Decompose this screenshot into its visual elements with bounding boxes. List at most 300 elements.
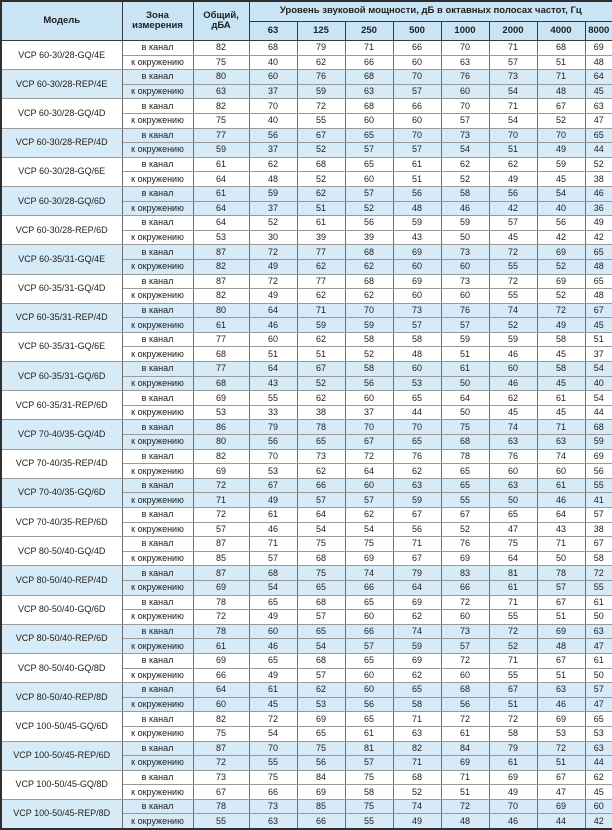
zone-cell: в канал bbox=[122, 420, 193, 435]
freq-cell: 62 bbox=[297, 55, 345, 70]
col-header-zone: Зона измерения bbox=[122, 1, 193, 41]
table-row bbox=[1, 303, 612, 318]
freq-cell: 40 bbox=[249, 55, 297, 70]
freq-cell: 79 bbox=[249, 420, 297, 435]
freq-cell: 67 bbox=[489, 683, 537, 698]
freq-cell: 72 bbox=[489, 624, 537, 639]
freq-cell: 69 bbox=[297, 785, 345, 800]
freq-cell: 66 bbox=[249, 785, 297, 800]
freq-cell: 65 bbox=[441, 464, 489, 479]
zone-cell: к окружению bbox=[122, 464, 193, 479]
zone-cell: в канал bbox=[122, 216, 193, 231]
freq-cell: 74 bbox=[489, 420, 537, 435]
freq-cell: 58 bbox=[441, 186, 489, 201]
freq-cell: 60 bbox=[345, 113, 393, 128]
freq-cell: 66 bbox=[297, 814, 345, 829]
total-cell: 75 bbox=[193, 113, 249, 128]
freq-cell: 62 bbox=[489, 391, 537, 406]
freq-cell: 50 bbox=[585, 610, 612, 625]
freq-cell: 50 bbox=[489, 493, 537, 508]
zone-cell: к окружению bbox=[122, 610, 193, 625]
freq-cell: 64 bbox=[489, 551, 537, 566]
freq-cell: 52 bbox=[249, 216, 297, 231]
freq-cell: 64 bbox=[297, 508, 345, 523]
zone-cell: к окружению bbox=[122, 814, 193, 829]
freq-cell: 57 bbox=[441, 318, 489, 333]
freq-cell: 81 bbox=[489, 566, 537, 581]
freq-cell: 54 bbox=[297, 639, 345, 654]
freq-cell: 54 bbox=[441, 143, 489, 158]
freq-cell: 48 bbox=[441, 814, 489, 829]
freq-cell: 55 bbox=[585, 478, 612, 493]
freq-cell: 60 bbox=[393, 113, 441, 128]
total-cell: 68 bbox=[193, 347, 249, 362]
freq-cell: 62 bbox=[297, 186, 345, 201]
freq-cell: 60 bbox=[345, 610, 393, 625]
freq-cell: 44 bbox=[393, 405, 441, 420]
table-row bbox=[1, 157, 612, 172]
freq-cell: 64 bbox=[441, 391, 489, 406]
freq-cell: 67 bbox=[537, 770, 585, 785]
freq-cell: 62 bbox=[297, 464, 345, 479]
freq-cell: 59 bbox=[441, 216, 489, 231]
zone-cell: к окружению bbox=[122, 522, 193, 537]
freq-cell: 56 bbox=[345, 697, 393, 712]
zone-cell: к окружению bbox=[122, 668, 193, 683]
freq-cell: 50 bbox=[537, 551, 585, 566]
freq-cell: 49 bbox=[489, 785, 537, 800]
freq-cell: 50 bbox=[441, 405, 489, 420]
freq-cell: 58 bbox=[585, 551, 612, 566]
total-cell: 87 bbox=[193, 245, 249, 260]
col-header-total: Общий, дБА bbox=[193, 1, 249, 41]
model-cell: VCP 70-40/35-GQ/4D bbox=[1, 420, 122, 449]
freq-cell: 71 bbox=[489, 595, 537, 610]
freq-cell: 48 bbox=[537, 84, 585, 99]
freq-cell: 66 bbox=[345, 624, 393, 639]
freq-cell: 55 bbox=[297, 113, 345, 128]
freq-cell: 73 bbox=[489, 70, 537, 85]
freq-cell: 46 bbox=[585, 186, 612, 201]
freq-cell: 65 bbox=[393, 683, 441, 698]
freq-cell: 49 bbox=[249, 668, 297, 683]
table-row bbox=[1, 770, 612, 785]
freq-cell: 49 bbox=[249, 610, 297, 625]
freq-cell: 37 bbox=[249, 84, 297, 99]
freq-cell: 65 bbox=[393, 435, 441, 450]
freq-cell: 59 bbox=[489, 332, 537, 347]
freq-cell: 45 bbox=[537, 376, 585, 391]
zone-cell: в канал bbox=[122, 741, 193, 756]
freq-cell: 62 bbox=[345, 259, 393, 274]
table-row bbox=[1, 332, 612, 347]
total-cell: 61 bbox=[193, 318, 249, 333]
total-cell: 69 bbox=[193, 391, 249, 406]
freq-cell: 67 bbox=[249, 478, 297, 493]
freq-cell: 81 bbox=[345, 741, 393, 756]
freq-cell: 47 bbox=[585, 697, 612, 712]
freq-cell: 56 bbox=[297, 756, 345, 771]
freq-cell: 48 bbox=[249, 172, 297, 187]
freq-cell: 51 bbox=[249, 347, 297, 362]
freq-cell: 54 bbox=[585, 391, 612, 406]
zone-cell: к окружению bbox=[122, 639, 193, 654]
freq-cell: 78 bbox=[537, 566, 585, 581]
freq-cell: 65 bbox=[297, 726, 345, 741]
freq-cell: 72 bbox=[585, 566, 612, 581]
freq-cell: 61 bbox=[393, 157, 441, 172]
freq-cell: 72 bbox=[441, 653, 489, 668]
freq-cell: 52 bbox=[489, 639, 537, 654]
total-cell: 77 bbox=[193, 362, 249, 377]
freq-cell: 75 bbox=[345, 799, 393, 814]
freq-cell: 67 bbox=[441, 508, 489, 523]
freq-cell: 58 bbox=[393, 332, 441, 347]
freq-cell: 57 bbox=[393, 318, 441, 333]
freq-cell: 62 bbox=[297, 289, 345, 304]
freq-cell: 62 bbox=[393, 610, 441, 625]
zone-cell: в канал bbox=[122, 537, 193, 552]
freq-cell: 57 bbox=[345, 756, 393, 771]
table-row bbox=[1, 741, 612, 756]
freq-cell: 38 bbox=[585, 522, 612, 537]
table-row bbox=[1, 186, 612, 201]
zone-cell: к окружению bbox=[122, 84, 193, 99]
zone-cell: в канал bbox=[122, 157, 193, 172]
freq-cell: 57 bbox=[585, 683, 612, 698]
freq-cell: 68 bbox=[249, 41, 297, 56]
freq-cell: 46 bbox=[249, 639, 297, 654]
total-cell: 63 bbox=[193, 84, 249, 99]
freq-cell: 84 bbox=[441, 741, 489, 756]
freq-cell: 74 bbox=[393, 624, 441, 639]
freq-cell: 47 bbox=[489, 522, 537, 537]
freq-cell: 52 bbox=[585, 157, 612, 172]
freq-cell: 60 bbox=[345, 683, 393, 698]
freq-cell: 36 bbox=[585, 201, 612, 216]
freq-cell: 68 bbox=[345, 274, 393, 289]
freq-cell: 76 bbox=[441, 537, 489, 552]
total-cell: 53 bbox=[193, 230, 249, 245]
freq-cell: 60 bbox=[345, 478, 393, 493]
freq-cell: 58 bbox=[345, 362, 393, 377]
freq-cell: 42 bbox=[585, 230, 612, 245]
zone-cell: к окружению bbox=[122, 785, 193, 800]
total-cell: 73 bbox=[193, 770, 249, 785]
freq-cell: 62 bbox=[297, 332, 345, 347]
model-cell: VCP 60-35/31-REP/6D bbox=[1, 391, 122, 420]
freq-cell: 60 bbox=[441, 610, 489, 625]
table-row bbox=[1, 712, 612, 727]
table-row bbox=[1, 41, 612, 56]
table-row bbox=[1, 420, 612, 435]
freq-cell: 70 bbox=[393, 128, 441, 143]
freq-cell: 51 bbox=[537, 668, 585, 683]
model-cell: VCP 60-35/31-REP/4D bbox=[1, 303, 122, 332]
freq-cell: 55 bbox=[249, 756, 297, 771]
freq-cell: 51 bbox=[441, 347, 489, 362]
table-row bbox=[1, 537, 612, 552]
total-cell: 64 bbox=[193, 172, 249, 187]
col-header-8000: 8000 bbox=[585, 22, 612, 41]
freq-cell: 63 bbox=[393, 726, 441, 741]
freq-cell: 37 bbox=[345, 405, 393, 420]
total-cell: 68 bbox=[193, 376, 249, 391]
freq-cell: 62 bbox=[297, 391, 345, 406]
freq-cell: 72 bbox=[441, 799, 489, 814]
freq-cell: 67 bbox=[393, 508, 441, 523]
model-cell: VCP 100-50/45-GQ/8D bbox=[1, 770, 122, 799]
freq-cell: 62 bbox=[393, 464, 441, 479]
freq-cell: 39 bbox=[345, 230, 393, 245]
freq-cell: 54 bbox=[537, 186, 585, 201]
freq-cell: 63 bbox=[489, 435, 537, 450]
freq-cell: 62 bbox=[489, 157, 537, 172]
freq-cell: 70 bbox=[393, 420, 441, 435]
freq-cell: 47 bbox=[537, 785, 585, 800]
freq-cell: 68 bbox=[537, 41, 585, 56]
freq-cell: 63 bbox=[441, 55, 489, 70]
freq-cell: 33 bbox=[249, 405, 297, 420]
freq-cell: 59 bbox=[297, 318, 345, 333]
freq-cell: 70 bbox=[345, 303, 393, 318]
freq-cell: 68 bbox=[393, 770, 441, 785]
freq-cell: 66 bbox=[393, 41, 441, 56]
freq-cell: 55 bbox=[585, 580, 612, 595]
freq-cell: 53 bbox=[393, 376, 441, 391]
freq-cell: 70 bbox=[537, 128, 585, 143]
total-cell: 72 bbox=[193, 610, 249, 625]
freq-cell: 58 bbox=[537, 332, 585, 347]
freq-cell: 74 bbox=[537, 449, 585, 464]
freq-cell: 51 bbox=[537, 55, 585, 70]
total-cell: 78 bbox=[193, 595, 249, 610]
freq-cell: 59 bbox=[393, 639, 441, 654]
freq-cell: 43 bbox=[537, 522, 585, 537]
freq-cell: 52 bbox=[393, 785, 441, 800]
zone-cell: в канал bbox=[122, 683, 193, 698]
model-cell: VCP 60-30/28-REP/4E bbox=[1, 70, 122, 99]
zone-cell: к окружению bbox=[122, 259, 193, 274]
freq-cell: 57 bbox=[297, 610, 345, 625]
freq-cell: 51 bbox=[537, 610, 585, 625]
freq-cell: 44 bbox=[585, 405, 612, 420]
zone-cell: в канал bbox=[122, 186, 193, 201]
freq-cell: 61 bbox=[297, 216, 345, 231]
freq-cell: 67 bbox=[537, 595, 585, 610]
freq-cell: 55 bbox=[345, 814, 393, 829]
freq-cell: 62 bbox=[249, 157, 297, 172]
freq-cell: 49 bbox=[489, 172, 537, 187]
freq-cell: 64 bbox=[585, 70, 612, 85]
freq-cell: 75 bbox=[297, 566, 345, 581]
freq-cell: 65 bbox=[345, 595, 393, 610]
freq-cell: 72 bbox=[441, 595, 489, 610]
freq-cell: 65 bbox=[393, 391, 441, 406]
total-cell: 57 bbox=[193, 522, 249, 537]
freq-cell: 45 bbox=[585, 84, 612, 99]
freq-cell: 60 bbox=[441, 84, 489, 99]
total-cell: 53 bbox=[193, 405, 249, 420]
freq-cell: 57 bbox=[441, 639, 489, 654]
total-cell: 69 bbox=[193, 464, 249, 479]
freq-cell: 71 bbox=[489, 99, 537, 114]
freq-cell: 71 bbox=[537, 420, 585, 435]
freq-cell: 69 bbox=[393, 653, 441, 668]
freq-cell: 37 bbox=[585, 347, 612, 362]
freq-cell: 65 bbox=[297, 624, 345, 639]
model-cell: VCP 100-50/45-GQ/6D bbox=[1, 712, 122, 741]
freq-cell: 74 bbox=[345, 566, 393, 581]
total-cell: 80 bbox=[193, 435, 249, 450]
freq-cell: 50 bbox=[585, 668, 612, 683]
zone-cell: к окружению bbox=[122, 435, 193, 450]
zone-cell: в канал bbox=[122, 99, 193, 114]
freq-cell: 70 bbox=[345, 420, 393, 435]
freq-cell: 55 bbox=[489, 289, 537, 304]
zone-cell: в канал bbox=[122, 449, 193, 464]
freq-cell: 59 bbox=[537, 157, 585, 172]
table-row bbox=[1, 99, 612, 114]
freq-cell: 61 bbox=[537, 478, 585, 493]
freq-cell: 75 bbox=[345, 537, 393, 552]
freq-cell: 42 bbox=[489, 201, 537, 216]
freq-cell: 48 bbox=[585, 289, 612, 304]
model-cell: VCP 70-40/35-REP/6D bbox=[1, 508, 122, 537]
freq-cell: 63 bbox=[489, 478, 537, 493]
freq-cell: 57 bbox=[489, 55, 537, 70]
freq-cell: 60 bbox=[393, 289, 441, 304]
freq-cell: 62 bbox=[441, 157, 489, 172]
zone-cell: к окружению bbox=[122, 405, 193, 420]
freq-cell: 44 bbox=[585, 756, 612, 771]
freq-cell: 65 bbox=[297, 435, 345, 450]
table-row bbox=[1, 653, 612, 668]
freq-cell: 64 bbox=[249, 303, 297, 318]
freq-cell: 60 bbox=[393, 259, 441, 274]
freq-cell: 41 bbox=[585, 493, 612, 508]
zone-cell: в канал bbox=[122, 770, 193, 785]
freq-cell: 47 bbox=[585, 639, 612, 654]
total-cell: 87 bbox=[193, 566, 249, 581]
freq-cell: 60 bbox=[489, 362, 537, 377]
col-header-span: Уровень звуковой мощности, дБ в октавных полосах частот, Гц bbox=[249, 1, 612, 22]
freq-cell: 69 bbox=[537, 712, 585, 727]
freq-cell: 62 bbox=[585, 770, 612, 785]
freq-cell: 56 bbox=[249, 128, 297, 143]
freq-cell: 37 bbox=[249, 143, 297, 158]
freq-cell: 51 bbox=[393, 172, 441, 187]
freq-cell: 45 bbox=[585, 318, 612, 333]
freq-cell: 69 bbox=[537, 245, 585, 260]
freq-cell: 45 bbox=[585, 785, 612, 800]
freq-cell: 63 bbox=[537, 683, 585, 698]
freq-cell: 75 bbox=[297, 537, 345, 552]
freq-cell: 46 bbox=[489, 347, 537, 362]
freq-cell: 76 bbox=[297, 70, 345, 85]
freq-cell: 61 bbox=[441, 362, 489, 377]
freq-cell: 54 bbox=[489, 84, 537, 99]
freq-cell: 60 bbox=[249, 332, 297, 347]
freq-cell: 59 bbox=[393, 493, 441, 508]
freq-cell: 30 bbox=[249, 230, 297, 245]
freq-cell: 75 bbox=[489, 537, 537, 552]
freq-cell: 57 bbox=[345, 143, 393, 158]
freq-cell: 65 bbox=[345, 157, 393, 172]
total-cell: 78 bbox=[193, 799, 249, 814]
freq-cell: 57 bbox=[393, 143, 441, 158]
freq-cell: 72 bbox=[537, 741, 585, 756]
freq-cell: 37 bbox=[249, 201, 297, 216]
freq-cell: 65 bbox=[345, 712, 393, 727]
freq-cell: 63 bbox=[585, 99, 612, 114]
freq-cell: 68 bbox=[345, 70, 393, 85]
freq-cell: 67 bbox=[393, 551, 441, 566]
zone-cell: в канал bbox=[122, 799, 193, 814]
freq-cell: 72 bbox=[249, 274, 297, 289]
freq-cell: 61 bbox=[249, 683, 297, 698]
freq-cell: 67 bbox=[345, 435, 393, 450]
zone-cell: в канал bbox=[122, 566, 193, 581]
freq-cell: 71 bbox=[537, 537, 585, 552]
col-header-2000: 2000 bbox=[489, 22, 537, 41]
model-cell: VCP 60-35/31-GQ/6D bbox=[1, 362, 122, 391]
freq-cell: 51 bbox=[441, 785, 489, 800]
zone-cell: в канал bbox=[122, 128, 193, 143]
freq-cell: 77 bbox=[297, 274, 345, 289]
freq-cell: 59 bbox=[249, 186, 297, 201]
freq-cell: 61 bbox=[585, 653, 612, 668]
freq-cell: 56 bbox=[345, 216, 393, 231]
freq-cell: 83 bbox=[441, 566, 489, 581]
freq-cell: 63 bbox=[345, 84, 393, 99]
model-cell: VCP 80-50/40-GQ/4D bbox=[1, 537, 122, 566]
freq-cell: 64 bbox=[249, 362, 297, 377]
freq-cell: 79 bbox=[297, 41, 345, 56]
zone-cell: к окружению bbox=[122, 551, 193, 566]
freq-cell: 69 bbox=[537, 624, 585, 639]
freq-cell: 56 bbox=[393, 186, 441, 201]
total-cell: 78 bbox=[193, 624, 249, 639]
freq-cell: 46 bbox=[489, 376, 537, 391]
col-header-250: 250 bbox=[345, 22, 393, 41]
table-row bbox=[1, 70, 612, 85]
freq-cell: 65 bbox=[249, 653, 297, 668]
table-row bbox=[1, 274, 612, 289]
freq-cell: 69 bbox=[537, 274, 585, 289]
freq-cell: 68 bbox=[297, 595, 345, 610]
total-cell: 82 bbox=[193, 41, 249, 56]
freq-cell: 72 bbox=[441, 712, 489, 727]
freq-cell: 66 bbox=[441, 580, 489, 595]
table-row bbox=[1, 449, 612, 464]
freq-cell: 76 bbox=[441, 70, 489, 85]
freq-cell: 51 bbox=[585, 332, 612, 347]
zone-cell: к окружению bbox=[122, 376, 193, 391]
col-header-63: 63 bbox=[249, 22, 297, 41]
freq-cell: 67 bbox=[537, 99, 585, 114]
freq-cell: 67 bbox=[537, 653, 585, 668]
freq-cell: 52 bbox=[537, 113, 585, 128]
freq-cell: 60 bbox=[345, 391, 393, 406]
freq-cell: 55 bbox=[441, 493, 489, 508]
freq-cell: 38 bbox=[585, 172, 612, 187]
total-cell: 69 bbox=[193, 580, 249, 595]
freq-cell: 72 bbox=[345, 449, 393, 464]
zone-cell: в канал bbox=[122, 303, 193, 318]
freq-cell: 63 bbox=[249, 814, 297, 829]
zone-cell: в канал bbox=[122, 274, 193, 289]
